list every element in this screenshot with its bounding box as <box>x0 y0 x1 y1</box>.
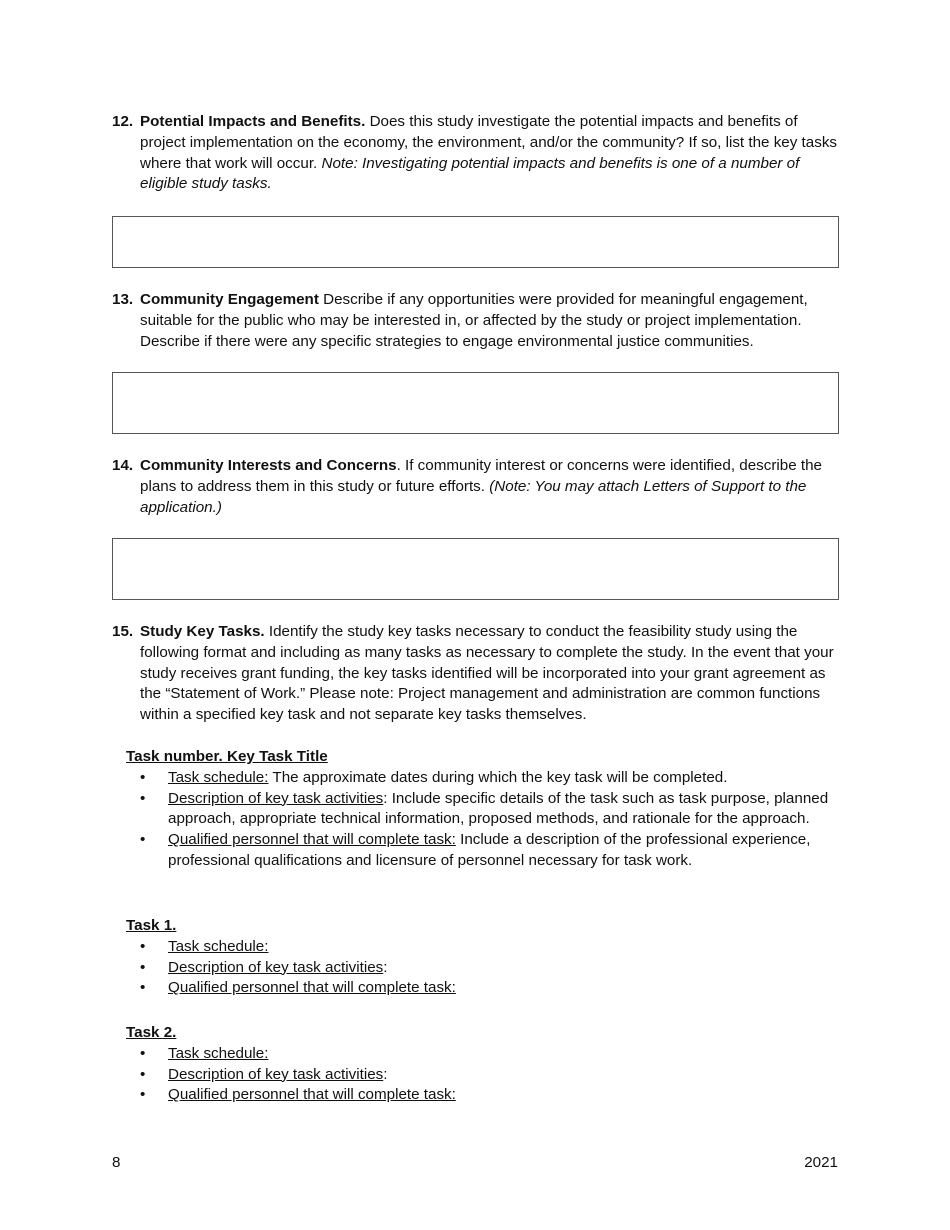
item-text: : <box>383 958 388 976</box>
answer-box-12[interactable] <box>112 216 839 268</box>
bullet: • <box>140 937 146 955</box>
list-item <box>126 768 840 789</box>
question-text <box>140 456 840 518</box>
question-body: . If community interest or concerns were identified, describe the plans to address them in this study or future efforts. <box>140 457 823 495</box>
footer-year: 2021 <box>804 1154 838 1171</box>
question-note: (Note: You may attach Letters of Support to the application.) <box>140 477 807 516</box>
bullet: • <box>140 768 146 786</box>
page-number: 8 <box>112 1154 121 1171</box>
question-title: Study Key Tasks. <box>140 623 265 640</box>
list-item <box>126 789 840 831</box>
answer-box-13[interactable] <box>112 372 839 434</box>
question-number: 14. <box>112 457 134 474</box>
task-2 <box>126 1023 840 1106</box>
question-body: Describe if any opportunities were provided for meaningful engagement, suitable for the public who may be interested in, or affected by the study or project implementation. Describe if there were any specific strategies to engage environmental justice communities. <box>140 291 808 350</box>
bullet: • <box>140 789 146 807</box>
item-label: Qualified personnel that will complete task: <box>168 1086 456 1104</box>
item-label: Description of key task activities <box>168 958 384 976</box>
question-title: Community Interests and Concerns <box>140 457 397 474</box>
question-number: 12. <box>112 113 134 130</box>
list-item <box>126 978 840 999</box>
item-label: Description of key task activities <box>168 789 384 807</box>
question-14 <box>112 456 840 518</box>
question-text <box>140 290 840 352</box>
bullet: • <box>140 831 146 849</box>
list-item <box>126 1065 840 1086</box>
bullet: • <box>140 1044 146 1062</box>
task-heading: Task 2. <box>126 1024 177 1041</box>
question-title: Potential Impacts and Benefits. <box>140 113 366 130</box>
task-template <box>126 747 840 872</box>
question-text <box>140 622 840 726</box>
item-label: Task schedule: <box>168 1044 269 1062</box>
question-number: 15. <box>112 623 134 640</box>
list-item <box>126 958 840 979</box>
question-text <box>140 112 840 195</box>
list-item <box>126 1044 840 1065</box>
list-item <box>126 1085 840 1106</box>
task-list <box>126 1044 840 1106</box>
task-heading: Task 1. <box>126 917 177 934</box>
task-template-heading: Task number. Key Task Title <box>126 748 328 765</box>
task-1 <box>126 916 840 999</box>
task-list <box>126 937 840 999</box>
item-text: The approximate dates during which the key task will be completed. <box>268 768 728 786</box>
list-item <box>126 830 840 872</box>
item-label: Description of key task activities <box>168 1065 384 1083</box>
question-13 <box>112 290 840 352</box>
item-label: Qualified personnel that will complete task: <box>168 831 456 849</box>
item-label: Task schedule: <box>168 768 269 786</box>
question-note: Note: Investigating potential impacts and benefits is one of a number of eligible study tasks. <box>140 154 800 193</box>
question-15 <box>112 622 840 726</box>
bullet: • <box>140 1065 146 1083</box>
item-text: : Include specific details of the task such as task purpose, planned approach, appropriate technical information, proposed methods, and rationale for the approach. <box>168 789 829 828</box>
question-title: Community Engagement <box>140 291 319 308</box>
question-body: Does this study investigate the potential impacts and benefits of project implementation on the economy, the environment, and/or the community? If so, list the key tasks where that work will occur. <box>140 113 837 172</box>
item-text: Include a description of the professional experience, professional qualifications and licensure of personnel necessary for task work. <box>168 831 811 869</box>
item-label: Qualified personnel that will complete task: <box>168 979 456 997</box>
answer-box-14[interactable] <box>112 538 839 600</box>
bullet: • <box>140 1086 146 1104</box>
list-item <box>126 937 840 958</box>
question-number: 13. <box>112 291 134 308</box>
bullet: • <box>140 979 146 997</box>
question-body: Identify the study key tasks necessary to conduct the feasibility study using the following format and including as many tasks as necessary to complete the study. In the event that your study receives grant funding, the key tasks identified will be incorporated into your grant agreement as the “Statement of Work.” Please note: Project management and administration are common functions within a specified key task and not separate key tasks themselves. <box>140 623 834 724</box>
bullet: • <box>140 958 146 976</box>
item-text: : <box>383 1065 388 1083</box>
item-label: Task schedule: <box>168 937 269 955</box>
question-12 <box>112 112 840 195</box>
task-template-list <box>126 768 840 872</box>
